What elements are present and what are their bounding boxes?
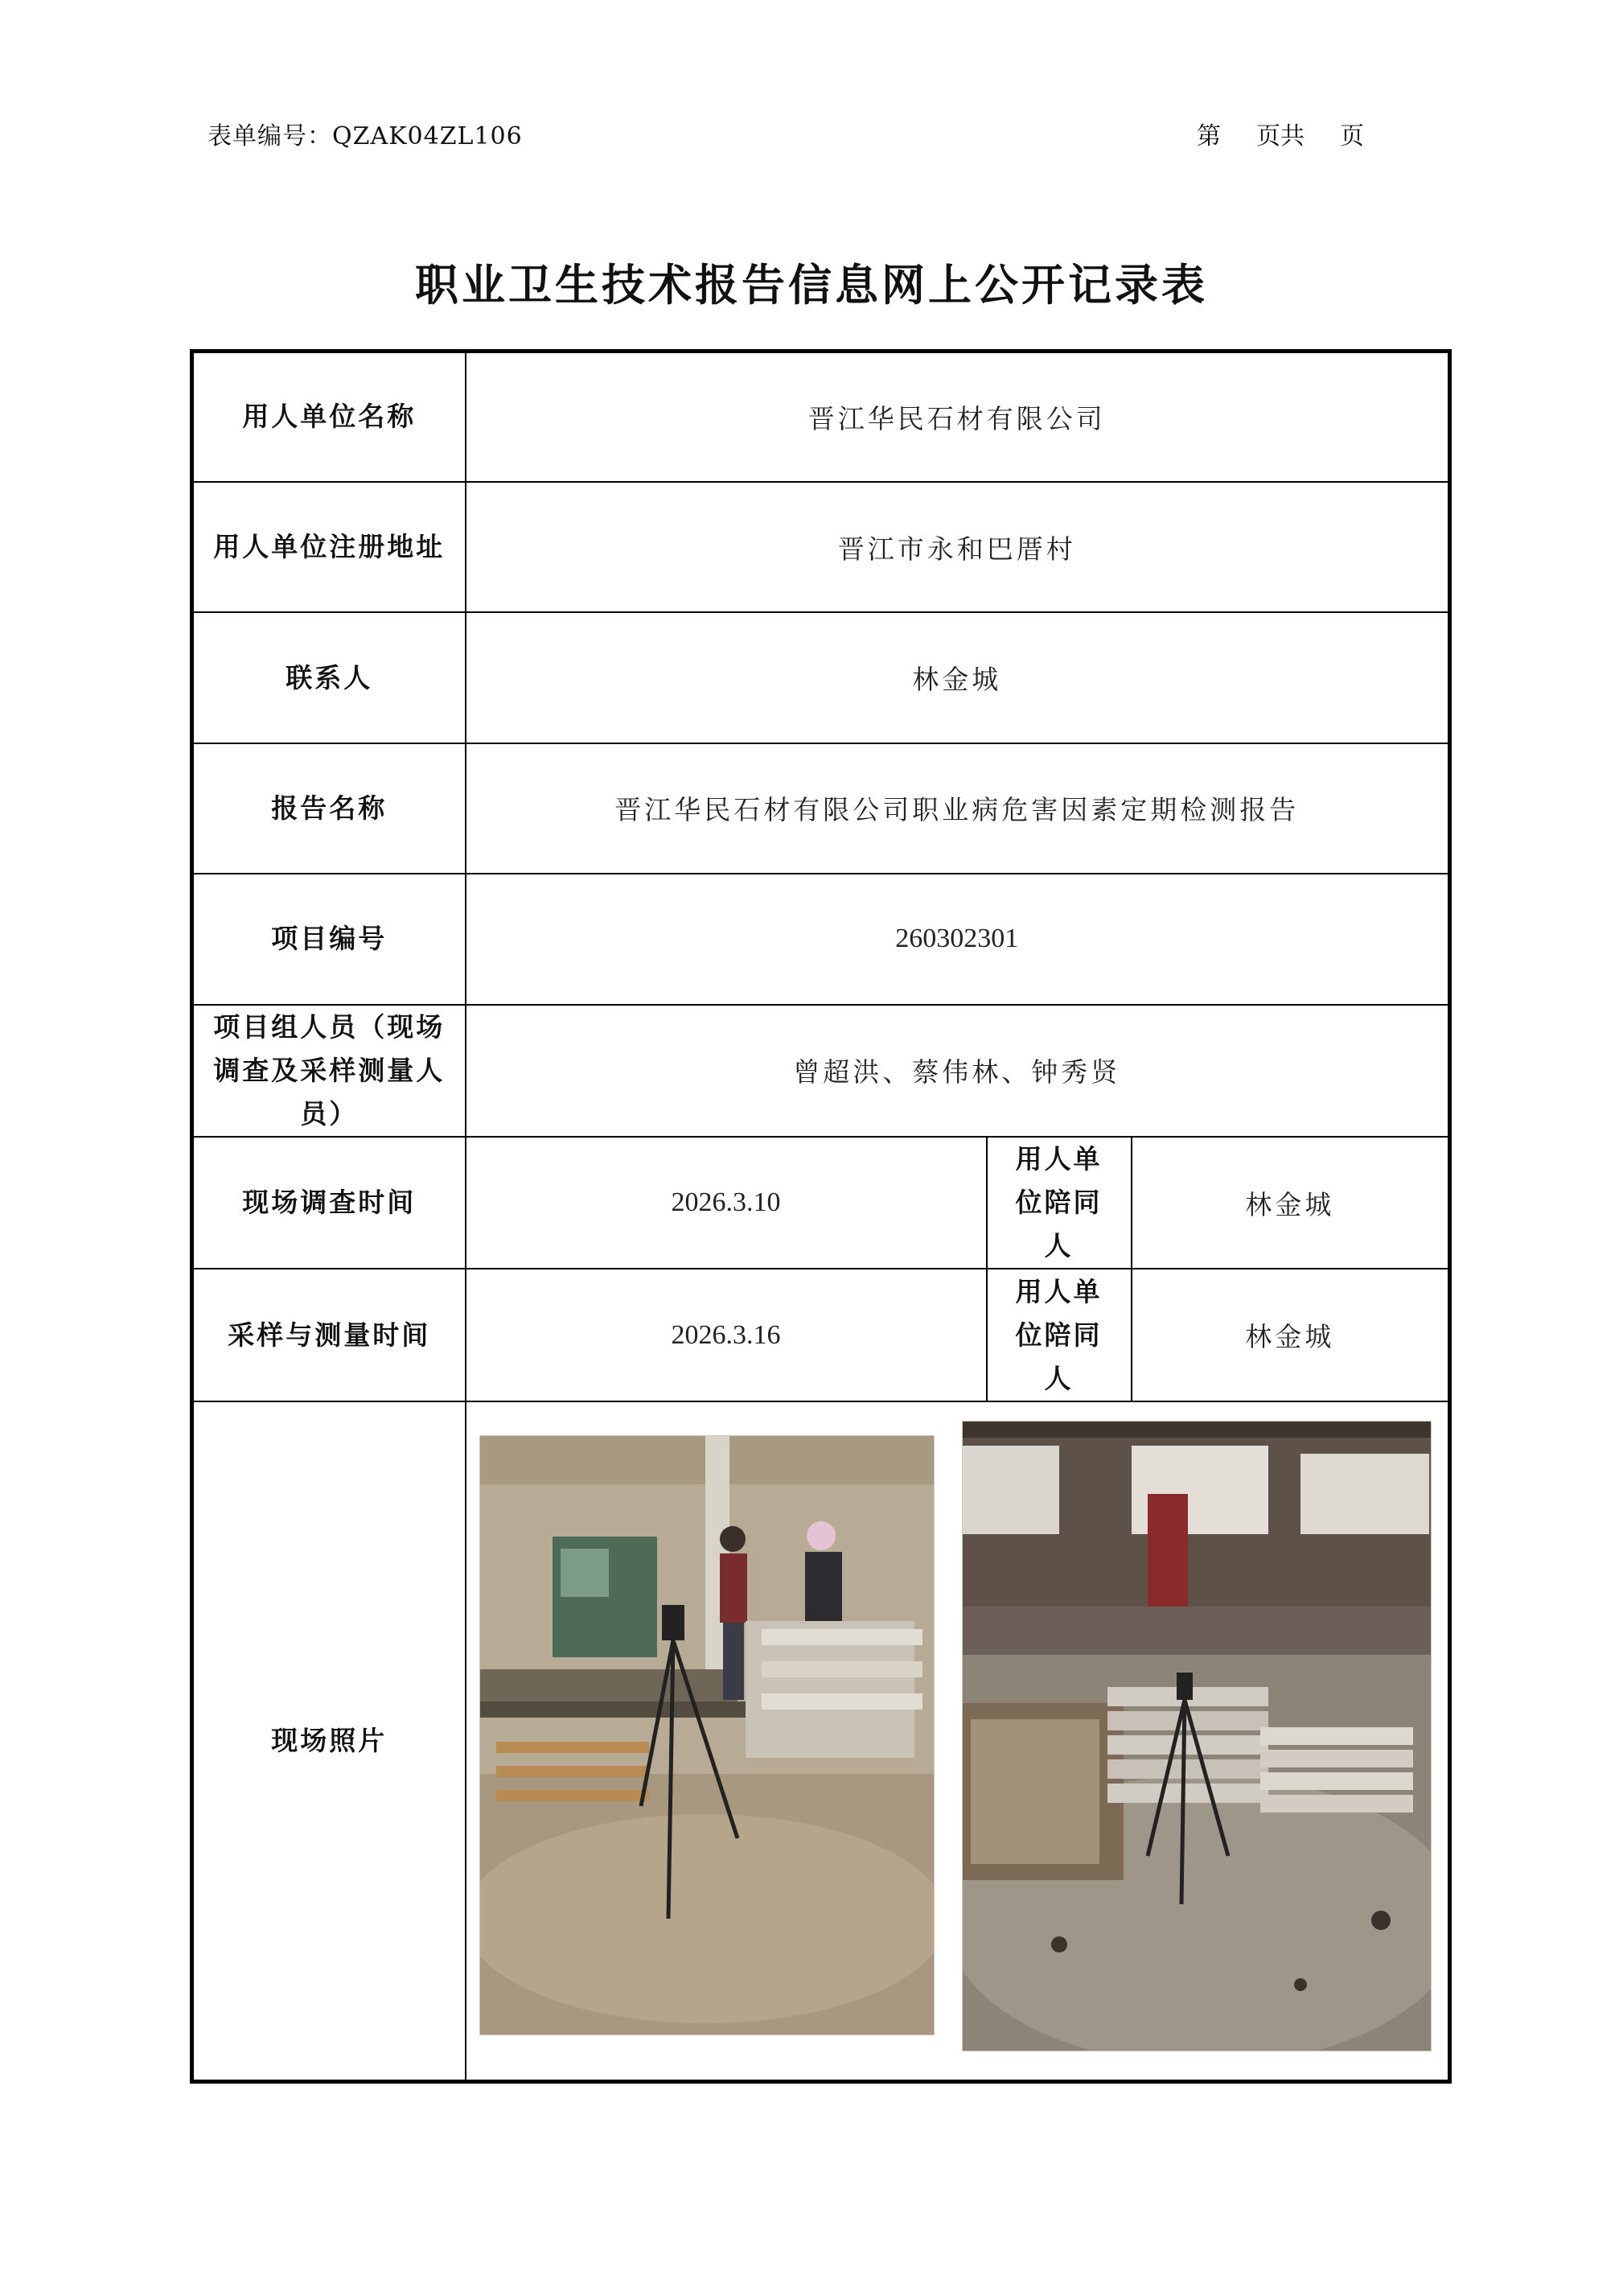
form-number: 表单编号：QZAK04ZL106 [207,122,523,150]
employer-name-label: 用人单位名称 [192,352,466,482]
site-photos-label: 现场照片 [192,1401,466,2082]
address-label: 用人单位注册地址 [192,482,466,612]
project-number-value: 260302301 [466,874,1450,1004]
address-value: 晋江市永和巴厝村 [466,482,1450,612]
table-row [192,743,1450,874]
table-row [192,1269,1450,1401]
contact-label: 联系人 [192,612,466,743]
table-row [192,482,1450,612]
project-number-label: 项目编号 [192,874,466,1004]
page-label-3: 页 [1340,122,1364,150]
sampling-companion-value: 林金城 [1132,1269,1450,1401]
document-title: 职业卫生技术报告信息网上公开记录表 [415,260,1208,311]
table-row [192,1401,1450,2082]
site-photo-1 [479,1435,935,2035]
sampling-time-value: 2026.3.16 [466,1269,987,1401]
contact-value: 林金城 [466,612,1450,743]
record-table [190,349,1452,2084]
project-team-value: 曾超洪、蔡伟林、钟秀贤 [466,1005,1450,1137]
survey-time-label: 现场调查时间 [192,1137,466,1269]
page-indicator [1197,116,1364,151]
report-name-value: 晋江华民石材有限公司职业病危害因素定期检测报告 [466,743,1450,874]
table-row [192,1005,1450,1137]
report-name-label: 报告名称 [192,743,466,874]
table-row [192,874,1450,1004]
survey-time-value: 2026.3.10 [466,1137,987,1269]
survey-companion-label: 用人单位陪同人 [987,1137,1132,1269]
site-photos-cell [466,1401,1450,2082]
project-team-label: 项目组人员（现场调查及采样测量人员） [192,1005,466,1137]
site-photo-2 [962,1421,1432,2051]
page-label-2: 页共 [1256,122,1305,150]
table-row [192,352,1450,482]
employer-name-value: 晋江华民石材有限公司 [466,352,1450,482]
survey-companion-value: 林金城 [1132,1137,1450,1269]
sampling-companion-label: 用人单位陪同人 [987,1269,1132,1401]
page-label-1: 第 [1197,122,1221,150]
sampling-time-label: 采样与测量时间 [192,1269,466,1401]
table-row [192,1137,1450,1269]
table-row [192,612,1450,743]
